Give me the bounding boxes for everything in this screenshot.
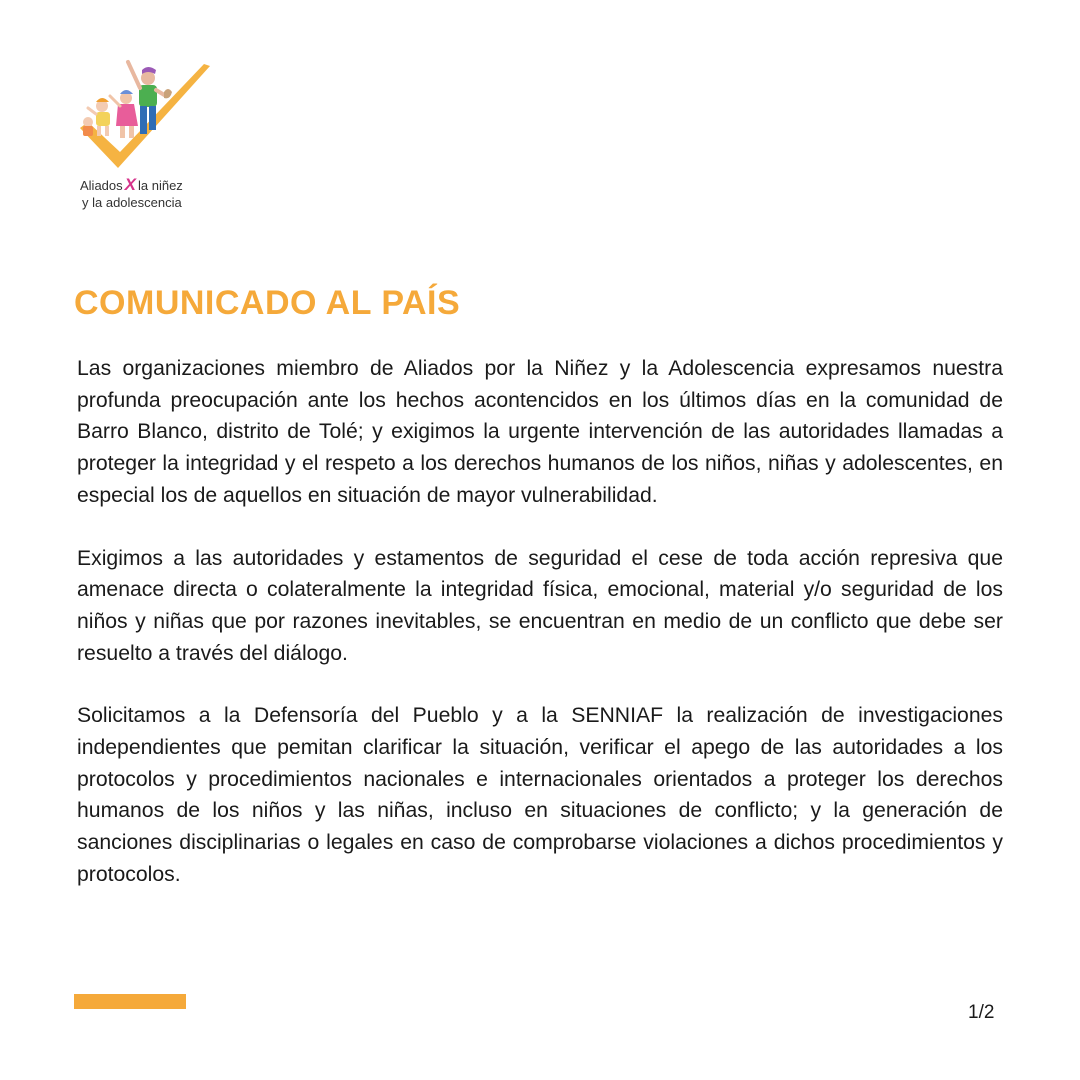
statement-body: [77, 353, 1003, 922]
page-title: COMUNICADO AL PAÍS: [74, 284, 461, 322]
paragraph-2: Exigimos a las autoridades y estamentos de seguridad el cese de toda acción represiva que amenace directa o colateralmente la integridad física, emocional, material y/o seguridad de los niños y niñas que por razones inevitables, se encuentran en medio de un conflicto que debe ser resuelto a través del diálogo.: [77, 546, 1003, 665]
organization-logo: [76, 56, 216, 216]
logo-text-x: X: [124, 175, 136, 194]
logo-text-adolescencia: y la adolescencia: [82, 195, 182, 210]
logo-text-ninez: la niñez: [137, 178, 183, 193]
logo-wordmark: [80, 176, 220, 211]
paragraph-3: Solicitamos a la Defensoría del Pueblo y a la SENNIAF la realización de investigaciones independientes que pemitan clarificar la situación, verificar el apego de las autoridades a los protocolos y procedimientos nacionales e internacionales orientados a proteger los derechos humanos de los niños y las niñas, incluso en situaciones de conflicto; y la generación de sanciones disciplinarias o legales en caso de comprobarse violaciones a dichos procedimientos y protocolos.: [77, 704, 1003, 886]
children-checkmark-icon: [76, 56, 216, 174]
paragraph-1: Las organizaciones miembro de Aliados por la Niñez y la Adolescencia expresamos nuestra profunda preocupación ante los hechos acontencidos en los últimos días en la comunidad de Barro Blanco, distrito de Tolé; y exigimos la urgente intervención de las autoridades llamadas a proteger la integridad y el respeto a los derechos humanos de los niños, niñas y adolescentes, en especial los de aquellos en situación de mayor vulnerabilidad.: [77, 357, 1003, 507]
logo-text-aliados: Aliados: [80, 178, 123, 193]
accent-bar: [74, 994, 186, 1009]
page-indicator: 1/2: [968, 1002, 995, 1023]
